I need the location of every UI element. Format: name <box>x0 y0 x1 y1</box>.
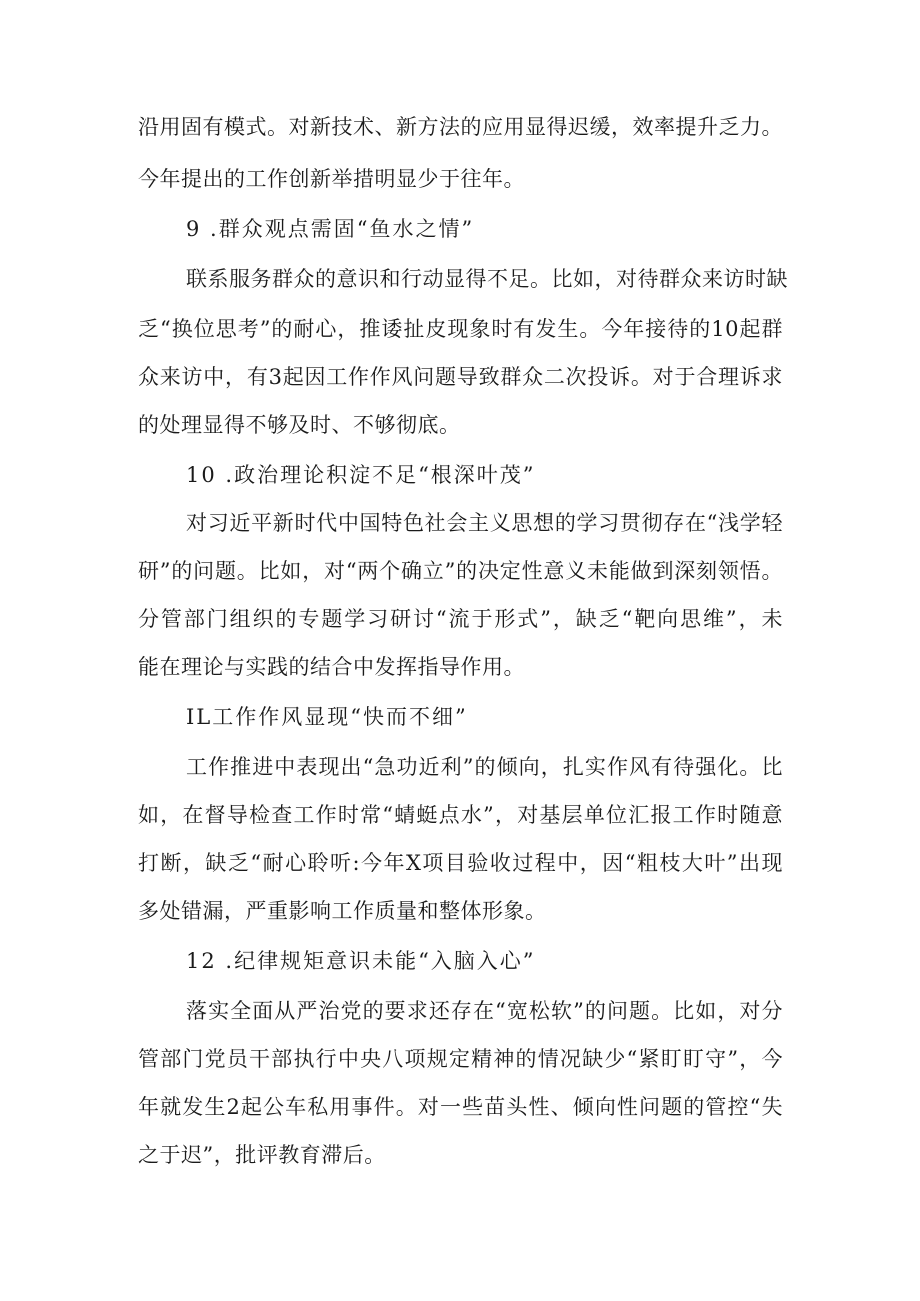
paragraph-line: 对习近平新时代中国特色社会主义思想的学习贯彻存在“浅学轻 <box>186 511 783 535</box>
paragraph-line: 今年提出的工作创新举措明显少于往年。 <box>138 167 525 191</box>
paragraph-line: 工作推进中表现出“急功近利”的倾向，扎实作风有待强化。比 <box>186 755 783 779</box>
paragraph-line: 打断，缺乏“耐心聆听:今年X项目验收过程中，因“粗枝大叶”出现 <box>138 851 783 875</box>
paragraph-line: 之于迟”，批评教育滞后。 <box>138 1143 386 1167</box>
paragraph-line: 分管部门组织的专题学习研讨“流于形式”，缺乏“靶向思维”，未 <box>138 607 783 631</box>
section-heading-9: 9 .群众观点需固“鱼水之情” <box>186 217 475 241</box>
paragraph-line: 落实全面从严治党的要求还存在“宽松软”的问题。比如，对分 <box>186 999 783 1023</box>
paragraph-line: 研”的问题。比如，对“两个确立”的决定性意义未能做到深刻领悟。 <box>138 559 783 583</box>
paragraph-line: 如，在督导检查工作时常“蜻蜓点水”，对基层单位汇报工作时随意 <box>138 803 783 827</box>
section-heading-11: IL工作作风显现“快而不细” <box>186 705 468 729</box>
paragraph-line: 的处理显得不够及时、不够彻底。 <box>138 413 461 437</box>
paragraph-line: 能在理论与实践的结合中发挥指导作用。 <box>138 655 525 679</box>
paragraph-line: 多处错漏，严重影响工作质量和整体形象。 <box>138 899 547 923</box>
paragraph-line: 年就发生2起公车私用事件。对一些苗头性、倾向性问题的管控“失 <box>138 1095 783 1119</box>
paragraph-line: 众来访中，有3起因工作作风问题导致群众二次投诉。对于合理诉求 <box>138 365 783 389</box>
paragraph-line: 沿用固有模式。对新技术、新方法的应用显得迟缓，效率提升乏力。 <box>138 115 783 139</box>
paragraph-line: 乏“换位思考”的耐心，推诿扯皮现象时有发生。今年接待的10起群 <box>138 317 783 341</box>
section-heading-10: 10 .政治理论积淀不足“根深叶茂” <box>186 463 536 487</box>
paragraph-line: 管部门党员干部执行中央八项规定精神的情况缺少“紧盯盯守”，今 <box>138 1047 783 1071</box>
paragraph-line: 联系服务群众的意识和行动显得不足。比如，对待群众来访时缺 <box>186 267 788 291</box>
section-heading-12: 12 .纪律规矩意识未能“入脑入心” <box>186 949 536 973</box>
